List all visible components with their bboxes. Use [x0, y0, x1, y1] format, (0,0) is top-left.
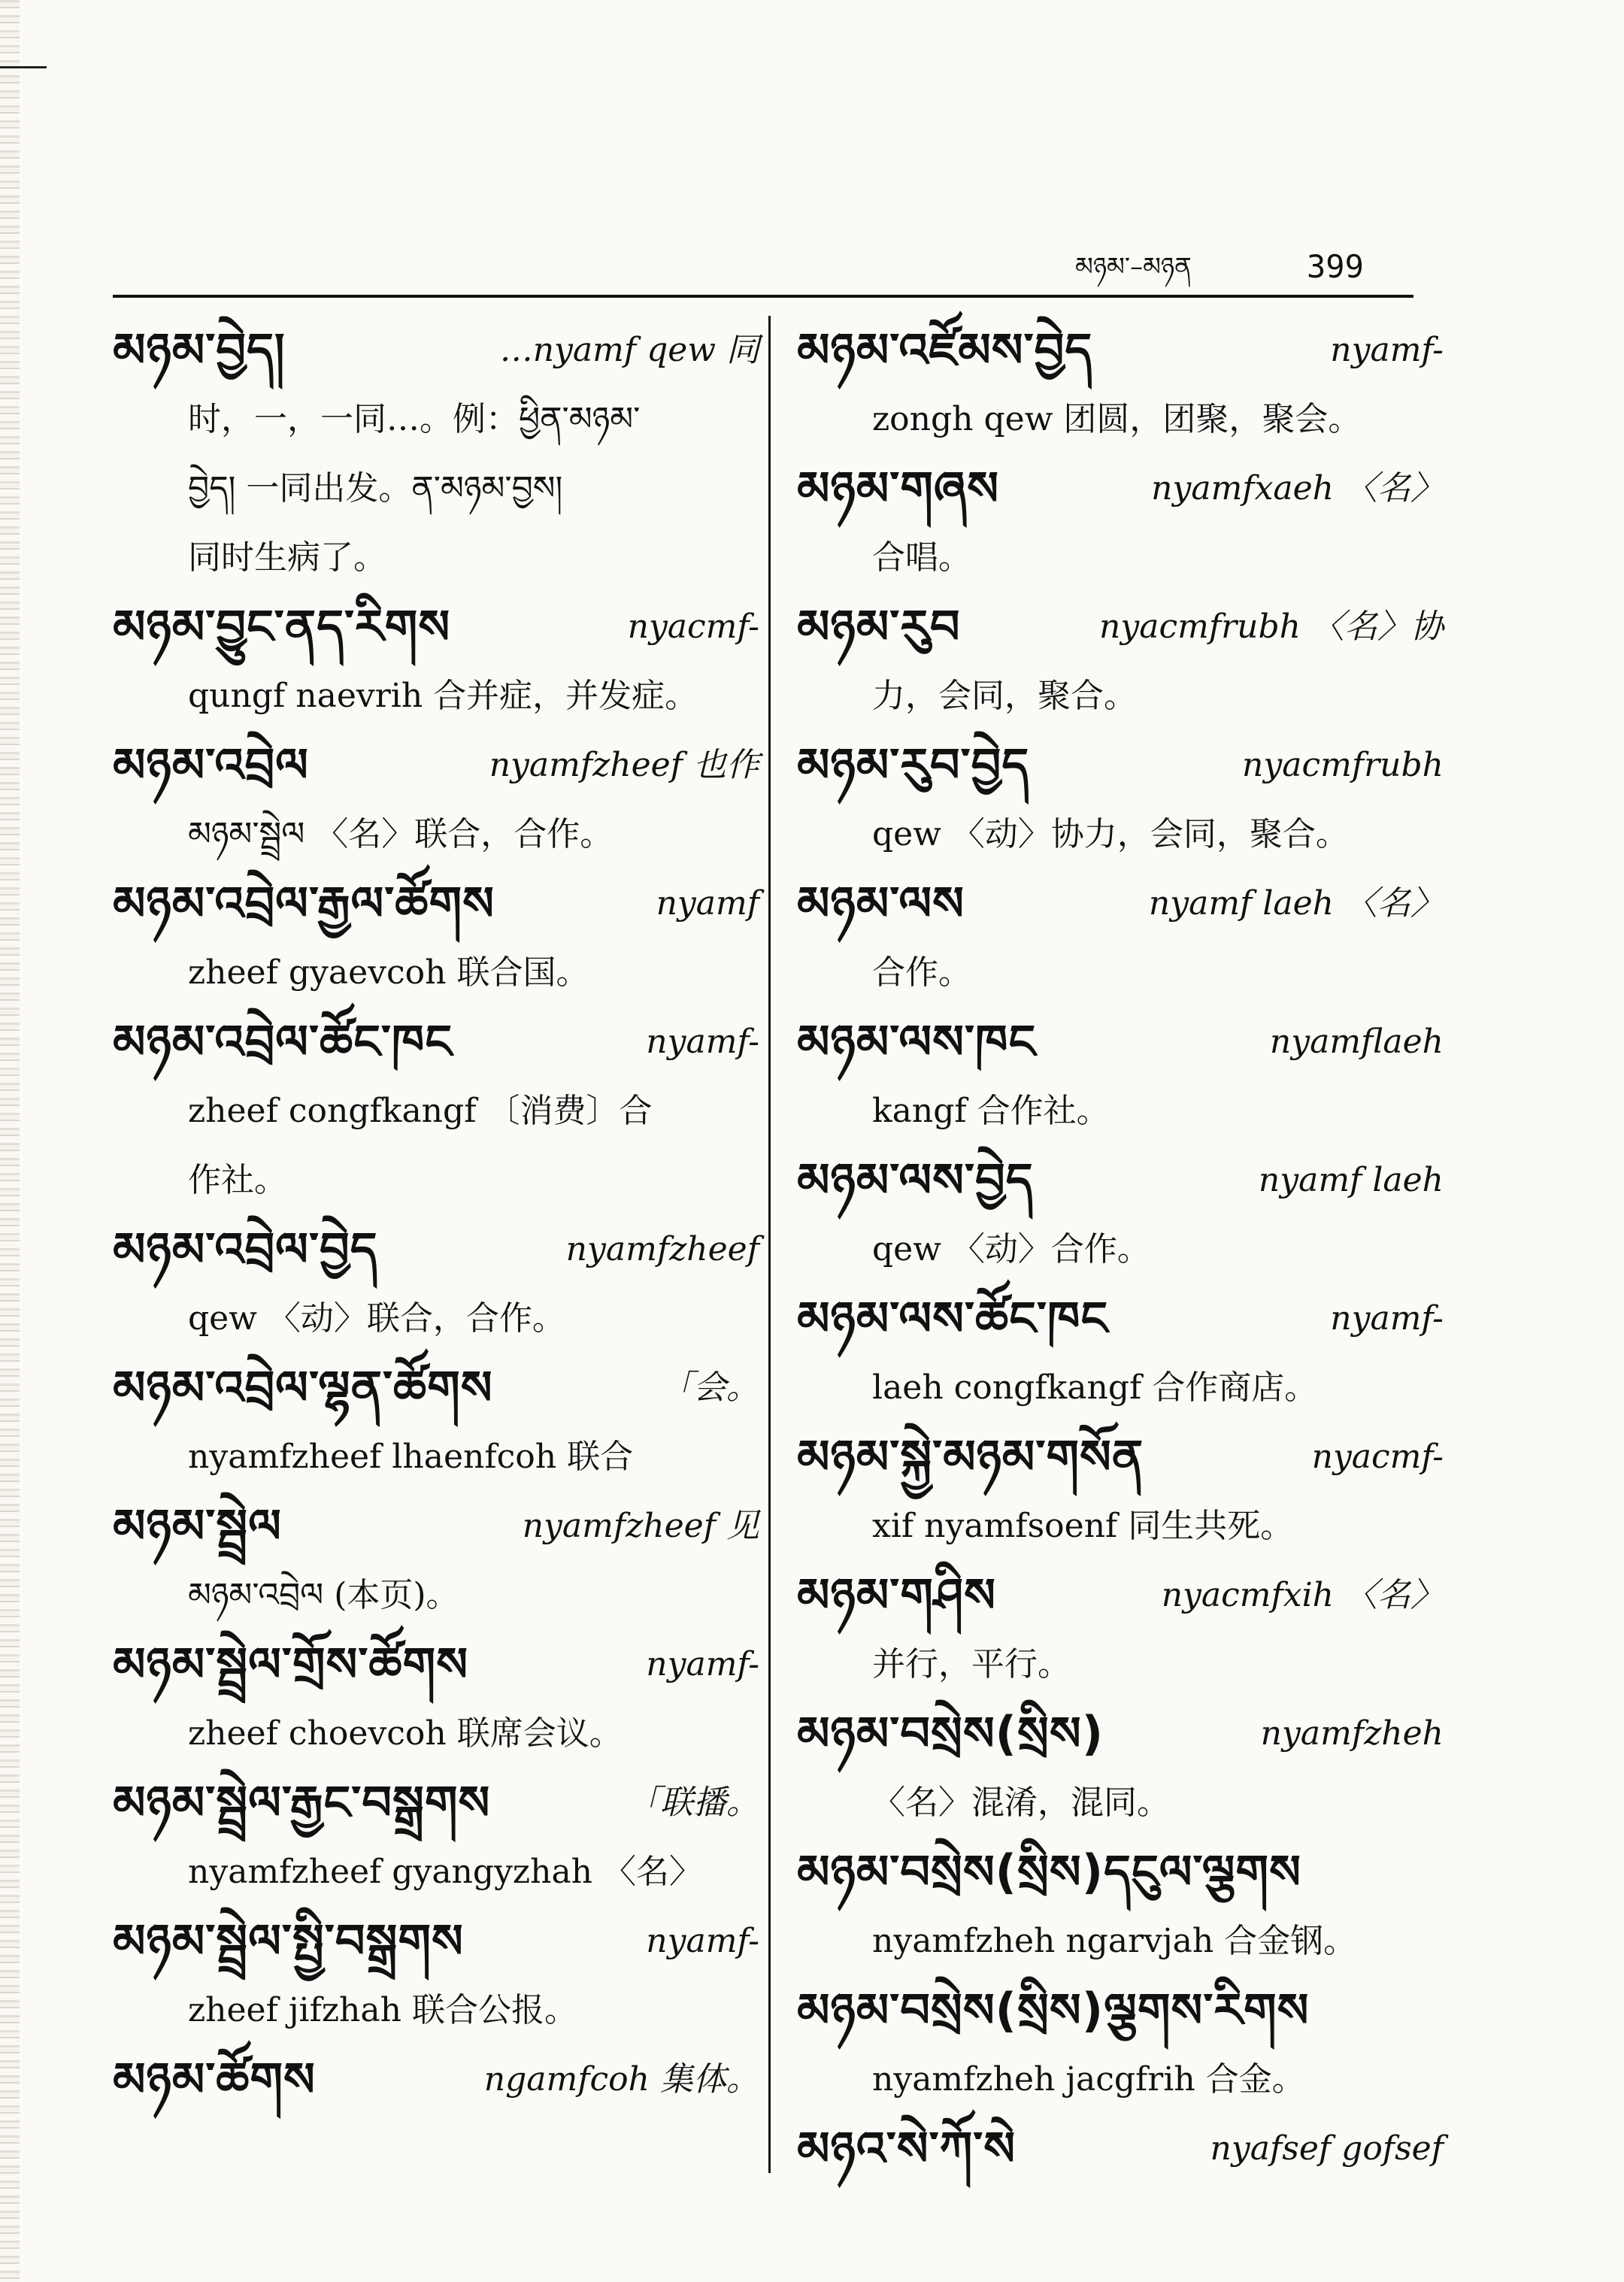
tibetan-headword: མཉམ་འབྲེལ་ཚོང་ཁང: [113, 1014, 453, 1069]
tibetan-headword: མཉམ་འབྲེལ་ལྷན་ཚོགས: [113, 1360, 493, 1415]
left-column: [113, 316, 759, 2114]
romanization: nyamfzheh: [1260, 1714, 1444, 1753]
entry-head: [797, 316, 1444, 385]
definition: 合唱。: [872, 538, 971, 577]
definition: qew 〈动〉合作。: [872, 1230, 1150, 1268]
definition: qew 〈动〉协力，会同，聚合。: [872, 815, 1349, 853]
tibetan-headword: མཉམ་ལས་བྱེད: [797, 1153, 1034, 1208]
tibetan-headword: མཉམ་རུབ་བྱེད: [797, 738, 1030, 792]
definition: nyamfzheh jacgfrih 合金。: [872, 2060, 1305, 2099]
dictionary-entry: [797, 592, 1444, 731]
dictionary-entry: [113, 1492, 759, 1630]
tibetan-headword: མཉམ་སྦྲེལ: [113, 1499, 282, 1553]
definition: nyamfzheef gyangyzhah 〈名〉: [188, 1853, 702, 1891]
dictionary-entry: [113, 1008, 759, 1215]
entry-head: [797, 1838, 1444, 1907]
romanization: nyamf-: [1330, 1299, 1444, 1338]
dictionary-entry: [797, 1008, 1444, 1146]
romanization: nyacmfxih 〈名〉: [1161, 1576, 1444, 1614]
definition: qungf naevrih 合并症，并发症。: [188, 677, 698, 715]
entry-head: [797, 1146, 1444, 1215]
dictionary-entry: [113, 592, 759, 731]
tibetan-headword: མཉམ་གཞས: [797, 461, 1000, 516]
entry-head: [797, 2114, 1444, 2184]
entry-head: [113, 316, 759, 385]
romanization: nyamf: [656, 884, 759, 923]
definition: xif nyamfsoenf 同生共死。: [872, 1507, 1294, 1545]
tibetan-headword: མཉམ་བསྲེས(སྲིས): [797, 1706, 1104, 1761]
definition: མཉམ་འབྲེལ (本页)。: [188, 1576, 459, 1614]
entry-head: [113, 869, 759, 938]
dictionary-entry: [797, 1423, 1444, 1561]
entry-head: [113, 1630, 759, 1699]
dictionary-entry: [113, 731, 759, 869]
dictionary-entry: [113, 1215, 759, 1353]
entry-head: [113, 1215, 759, 1284]
dictionary-entry: [797, 1146, 1444, 1284]
tibetan-headword: མཉའ་སེ་ཀོ་སེ: [797, 2121, 1017, 2176]
column-divider: [768, 316, 771, 2173]
tibetan-headword: མཉམ་བྱེད།: [113, 323, 286, 377]
definition: nyamfzheef lhaenfcoh 联合: [188, 1438, 634, 1476]
romanization: ngamfcoh 集体。: [483, 2060, 759, 2099]
tibetan-headword: མཉམ་ལས: [797, 876, 965, 931]
dictionary-entry: [797, 1976, 1444, 2114]
right-column: [797, 316, 1444, 2184]
entry-head: [113, 592, 759, 662]
entry-head: [113, 1008, 759, 1077]
romanization: nyamfzheef: [565, 1230, 759, 1268]
tibetan-headword: མཉམ་སྦྲེལ་གྲོས་ཚོགས: [113, 1637, 469, 1692]
tibetan-headword: མཉམ་སྐྱེ་མཉམ་གསོན: [797, 1429, 1144, 1484]
definition: zheef jifzhah 联合公报。: [188, 1991, 577, 2029]
definition: qew 〈动〉联合，合作。: [188, 1299, 565, 1338]
entry-head: [113, 1353, 759, 1423]
header-rule: [113, 295, 1413, 298]
romanization: nyacmfrubh: [1242, 746, 1444, 784]
definition: 时，一，一同…。例：ཕྱིན་མཉམ་ བྱེད། 一同出发。ན་མཉམ་བྱས། 同时生病了。: [188, 400, 641, 577]
dictionary-entry: [113, 869, 759, 1008]
romanization: nyamfzheef 见: [522, 1507, 759, 1545]
entry-head: [113, 2045, 759, 2114]
tibetan-headword: མཉམ་རུབ: [797, 599, 961, 654]
definition: zheef choevcoh 联席会议。: [188, 1714, 623, 1753]
entry-head: [797, 1423, 1444, 1492]
romanization: nyamf-: [646, 1645, 759, 1683]
romanization: 「联播。: [627, 1783, 759, 1822]
definition: nyamfzheh ngarvjah 合金钢。: [872, 1922, 1357, 1960]
tibetan-headword: མཉམ་ལས་ཁང: [797, 1014, 1037, 1069]
tibetan-headword: མཉམ་སྦྲེལ་རྒྱང་བསྒྲགས: [113, 1775, 491, 1830]
dictionary-entry: [113, 2045, 759, 2114]
definition: laeh congfkangf 合作商店。: [872, 1368, 1318, 1407]
romanization: nyamfzheef 也作: [489, 746, 759, 784]
romanization: nyacmf-: [627, 608, 759, 646]
dictionary-entry: [797, 1561, 1444, 1699]
definition: 〈名〉混淆，混同。: [872, 1783, 1170, 1822]
entry-head: [113, 1492, 759, 1561]
tibetan-headword: མཉམ་འབྲེལ་བྱེད: [113, 1222, 378, 1277]
tibetan-headword: མཉམ་བསྲེས(སྲིས)ལྕགས་རིགས: [797, 1983, 1310, 2038]
definition: zongh qew 团圆，团聚，聚会。: [872, 400, 1362, 438]
dictionary-entry: [797, 731, 1444, 869]
entry-head: [797, 454, 1444, 523]
dictionary-entry: [797, 1699, 1444, 1838]
tibetan-headword: མཉམ་ལས་ཚོང་ཁང: [797, 1291, 1109, 1346]
romanization: nyamfxaeh 〈名〉: [1151, 469, 1444, 508]
entry-head: [797, 731, 1444, 800]
romanization: nyamflaeh: [1269, 1023, 1444, 1061]
dictionary-entry: [113, 316, 759, 592]
definition: kangf 合作社。: [872, 1092, 1110, 1130]
guide-words: མཉམ་–མཉན: [1075, 252, 1192, 282]
romanization: nyamf laeh 〈名〉: [1148, 884, 1444, 923]
entry-head: [797, 1976, 1444, 2045]
entry-head: [113, 1907, 759, 1976]
definition: 合作。: [872, 953, 971, 992]
dictionary-entry: [113, 1768, 759, 1907]
dictionary-entry: [797, 1284, 1444, 1423]
page-number: 399: [1307, 248, 1364, 285]
scan-edge: [0, 0, 20, 2282]
dictionary-entry: [797, 1838, 1444, 1976]
romanization: nyafsef gofsef: [1210, 2129, 1444, 2168]
tibetan-headword: མཉམ་བྱུང་ནད་རིགས: [113, 599, 451, 654]
tibetan-headword: མཉམ་གཤིས: [797, 1568, 996, 1623]
tibetan-headword: མཉམ་འབྲེལ་རྒྱལ་ཚོགས: [113, 876, 495, 931]
entry-head: [797, 869, 1444, 938]
dictionary-entry: [113, 1907, 759, 2045]
definition: མཉམ་སྦྲེལ 〈名〉联合，合作。: [188, 815, 614, 853]
definition: 力，会同，聚合。: [872, 677, 1137, 715]
romanization: nyacmf-: [1311, 1438, 1444, 1476]
tibetan-headword: མཉམ་འཛོམས་བྱེད: [797, 323, 1093, 377]
romanization: nyamf-: [1330, 331, 1444, 369]
tibetan-headword: མཉམ་བསྲེས(སྲིས)དངུལ་ལྕགས: [797, 1844, 1301, 1899]
romanization: nyamf-: [646, 1922, 759, 1960]
dictionary-entry: [797, 869, 1444, 1008]
dictionary-entry: [113, 1630, 759, 1768]
entry-head: [797, 1284, 1444, 1353]
definition: zheef congfkangf 〔消费〕合 作社。: [188, 1092, 653, 1199]
entry-head: [797, 1561, 1444, 1630]
tibetan-headword: མཉམ་སྦྲེལ་སྤྱི་བསྒྲགས: [113, 1914, 464, 1968]
dictionary-entry: [797, 2114, 1444, 2184]
romanization: 「会。: [660, 1368, 759, 1407]
romanization: nyamf laeh: [1258, 1161, 1444, 1199]
tibetan-headword: མཉམ་འབྲེལ: [113, 738, 309, 792]
entry-head: [113, 1768, 759, 1838]
dictionary-entry: [113, 1353, 759, 1492]
entry-head: [797, 592, 1444, 662]
entry-head: [797, 1008, 1444, 1077]
dictionary-entry: [797, 316, 1444, 454]
entry-head: [113, 731, 759, 800]
definition: 并行，平行。: [872, 1645, 1071, 1683]
scan-mark: [0, 66, 47, 68]
definition: zheef gyaevcoh 联合国。: [188, 953, 589, 992]
romanization: …nyamf qew 同: [499, 331, 759, 369]
entry-head: [797, 1699, 1444, 1768]
romanization: nyacmfrubh 〈名〉协: [1099, 608, 1444, 646]
tibetan-headword: མཉམ་ཚོགས: [113, 2052, 316, 2107]
dictionary-entry: [797, 454, 1444, 592]
romanization: nyamf-: [646, 1023, 759, 1061]
